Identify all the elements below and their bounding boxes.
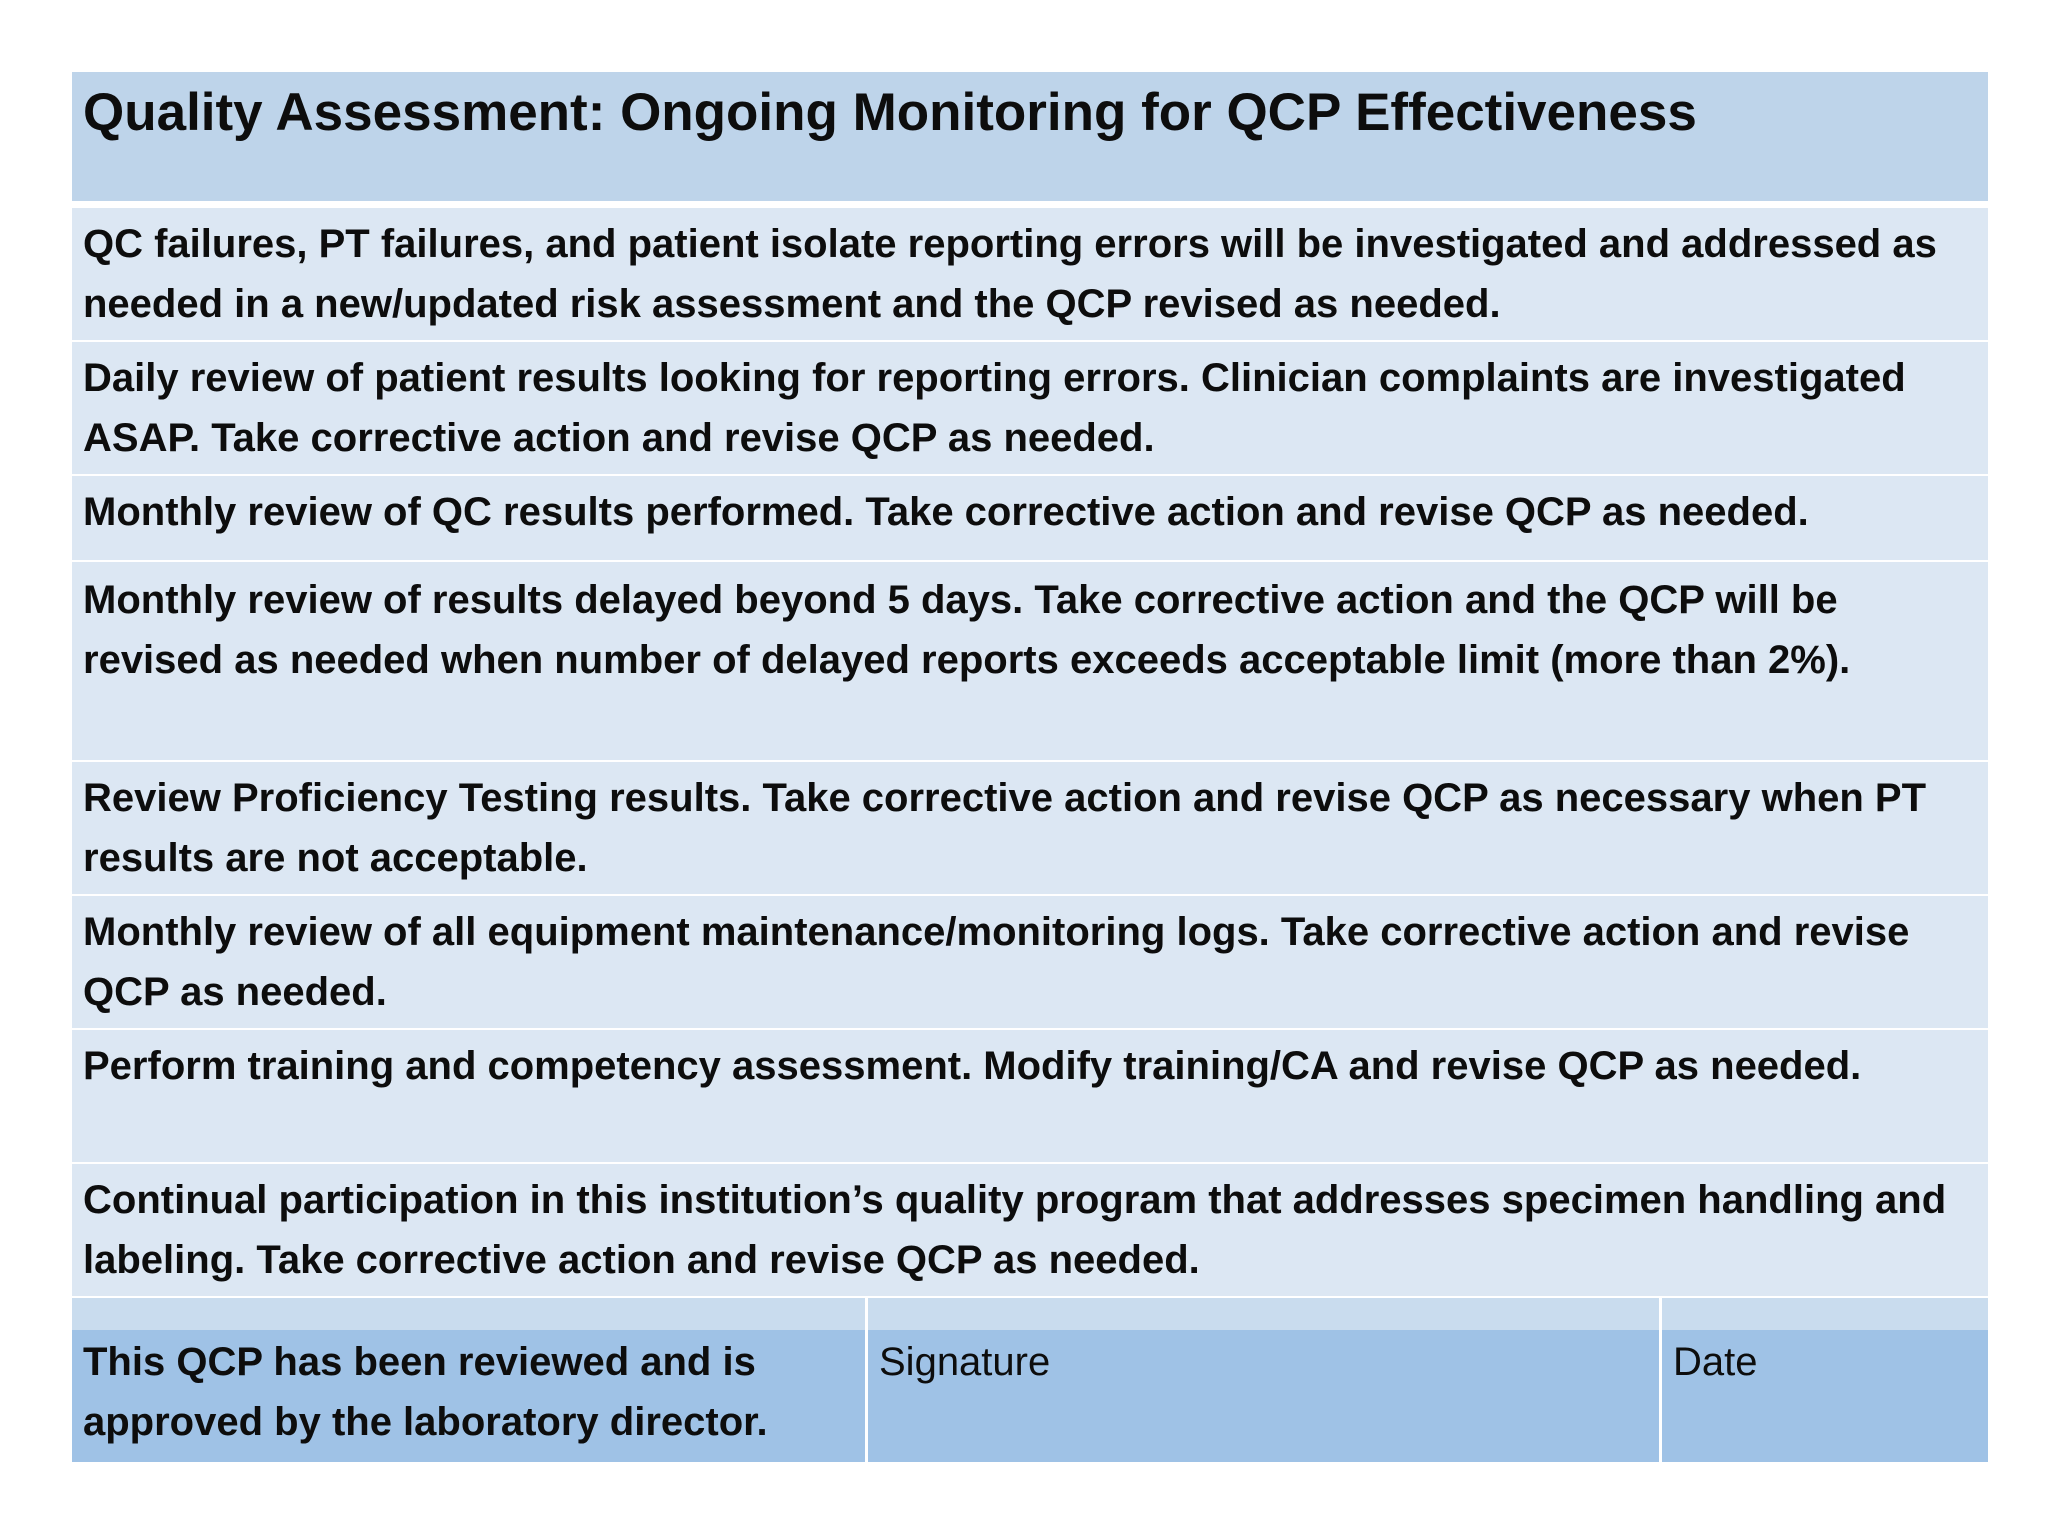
monitoring-item-4: Monthly review of results delayed beyond 5 days. Take corrective action and the QCP will be revised as needed when number of delayed reports exceeds acceptable limit (more than 2%). — [72, 562, 1988, 762]
qa-monitoring-table — [72, 72, 1988, 1462]
monitoring-item-2: Daily review of patient results looking for reporting errors. Clinician complaints are investigated ASAP. Take corrective action and revise QCP as needed. — [72, 342, 1988, 476]
table-title: Quality Assessment: Ongoing Monitoring for QCP Effectiveness — [72, 72, 1988, 208]
spacer-cell-2 — [868, 1298, 1662, 1330]
monitoring-item-3: Monthly review of QC results performed. Take corrective action and revise QCP as needed. — [72, 476, 1988, 562]
spacer-cell-1 — [72, 1298, 868, 1330]
signature-field[interactable]: Signature — [868, 1330, 1662, 1462]
approval-statement: This QCP has been reviewed and is approved by the laboratory director. — [72, 1330, 868, 1462]
monitoring-item-1: QC failures, PT failures, and patient isolate reporting errors will be investigated and addressed as needed in a new/updated risk assessment and the QCP revised as needed. — [72, 208, 1988, 342]
monitoring-item-8: Continual participation in this institution’s quality program that addresses specimen handling and labeling. Take corrective action and revise QCP as needed. — [72, 1164, 1988, 1298]
monitoring-item-5: Review Proficiency Testing results. Take corrective action and revise QCP as necessary when PT results are not acceptable. — [72, 762, 1988, 896]
monitoring-item-7: Perform training and competency assessment. Modify training/CA and revise QCP as needed. — [72, 1030, 1988, 1164]
monitoring-item-6: Monthly review of all equipment maintenance/monitoring logs. Take corrective action and revise QCP as needed. — [72, 896, 1988, 1030]
spacer-cell-3 — [1662, 1298, 1988, 1330]
date-field[interactable]: Date — [1662, 1330, 1988, 1462]
